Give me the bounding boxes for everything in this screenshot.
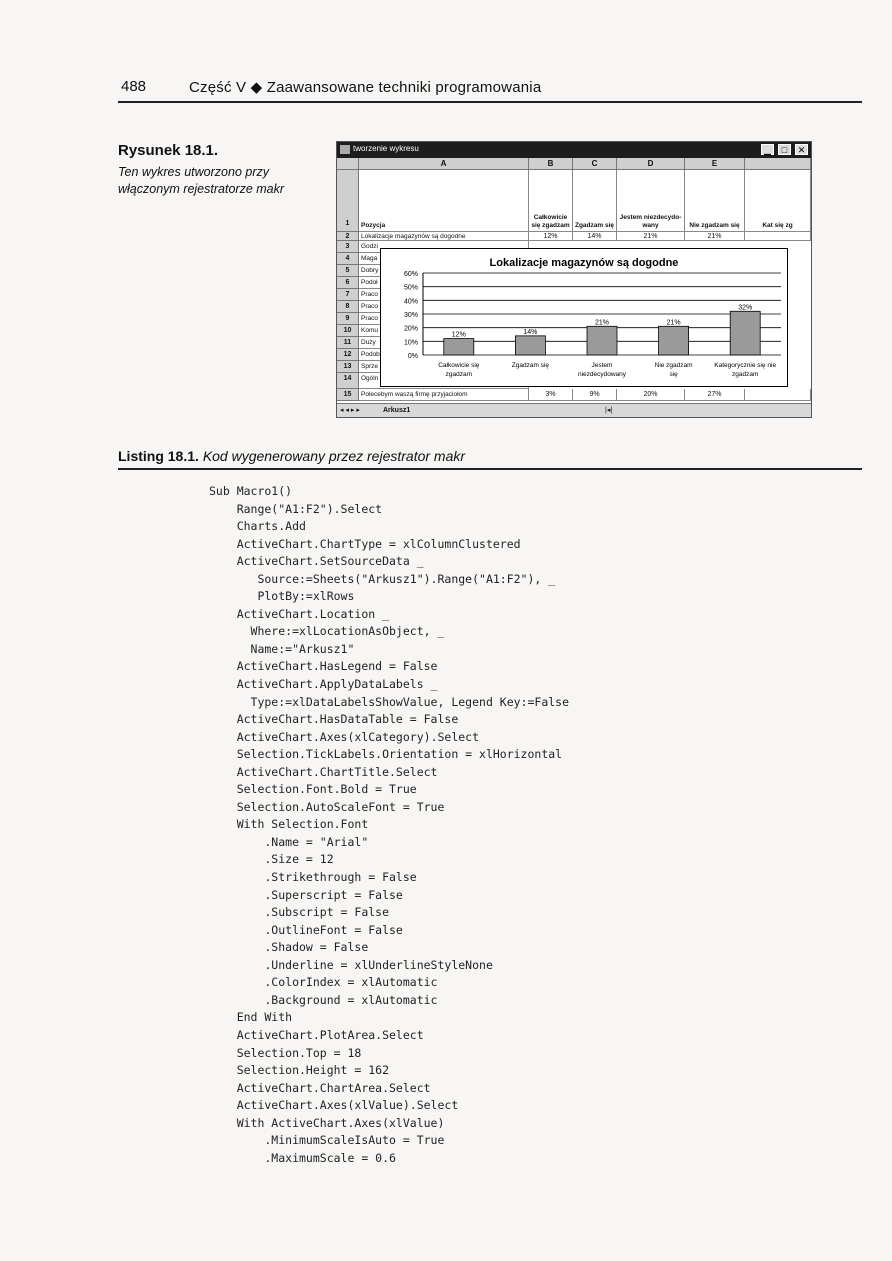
- cell-d1[interactable]: Jestem niezdecydo-wany: [617, 170, 685, 232]
- code-line: ActiveChart.ApplyDataLabels _: [209, 677, 438, 692]
- page-number: 488: [121, 78, 147, 95]
- x-tick-label: Całkowicie się: [438, 362, 480, 369]
- code-line: ActiveChart.HasLegend = False: [209, 659, 438, 674]
- code-line: Selection.Top = 18: [209, 1045, 362, 1060]
- x-tick-label: Jestem: [591, 362, 613, 369]
- close-icon[interactable]: ✕: [795, 144, 808, 155]
- cell-f2[interactable]: [745, 232, 811, 241]
- sheet-nav-arrows-icon[interactable]: ◂ ◂ ▸ ▸: [340, 407, 360, 414]
- code-line: ActiveChart.SetSourceData _: [209, 554, 424, 569]
- cell-a-stub[interactable]: Ogóln: [359, 373, 529, 389]
- cell-a2[interactable]: Lokalizacje magazynów są dogodne: [359, 232, 529, 241]
- code-line: .Shadow = False: [209, 940, 369, 955]
- cell-a-stub[interactable]: Komu: [359, 325, 529, 337]
- cell-a-stub[interactable]: Podoł: [359, 277, 529, 289]
- code-line: ActiveChart.PlotArea.Select: [209, 1027, 424, 1042]
- figure-caption: Ten wykres utworzono przy włączonym rejestratorze makr: [118, 165, 285, 196]
- sheet-tab-bar: [337, 403, 811, 418]
- listing-rule: [118, 468, 862, 470]
- code-line: Selection.AutoScaleFont = True: [209, 799, 445, 814]
- y-tick-label: 60%: [403, 271, 418, 278]
- cell-e2[interactable]: 21%: [685, 232, 745, 241]
- cell-a-stub[interactable]: Praco: [359, 301, 529, 313]
- x-tick-label: Kategorycznie się nie: [714, 362, 777, 369]
- y-tick-label: 40%: [403, 298, 418, 306]
- code-line: Charts.Add: [209, 519, 306, 534]
- chart-bar: [444, 339, 474, 355]
- code-line: ActiveChart.Axes(xlCategory).Select: [209, 729, 480, 744]
- column-header-c[interactable]: C: [573, 158, 617, 170]
- data-label: 14%: [523, 328, 538, 336]
- cell-e1[interactable]: Nie zgadzam się: [685, 170, 745, 232]
- cell-d2[interactable]: 21%: [617, 232, 685, 241]
- code-line: Range("A1:F2").Select: [209, 501, 383, 516]
- cell-a-stub[interactable]: Praco: [359, 289, 529, 301]
- x-tick-label: Nie zgadzam: [654, 362, 693, 369]
- x-tick-label: się: [669, 371, 678, 378]
- code-line: .Size = 12: [209, 852, 334, 867]
- column-header-a[interactable]: A: [359, 158, 529, 170]
- column-header-d[interactable]: D: [617, 158, 685, 170]
- cell-a-stub[interactable]: Duży: [359, 337, 529, 349]
- row-header[interactable]: 15: [337, 389, 359, 401]
- minimize-icon[interactable]: ▁: [761, 144, 774, 155]
- code-line: .OutlineFont = False: [209, 922, 403, 937]
- chart-title: Lokalizacje magazynów są dogodne: [489, 257, 679, 269]
- row-header[interactable]: 13: [337, 361, 359, 373]
- y-tick-label: 10%: [403, 339, 418, 347]
- running-head: Część V ◆ Zaawansowane techniki programowania: [189, 79, 542, 96]
- code-line: ActiveChart.ChartType = xlColumnClustered: [209, 536, 521, 551]
- code-line: .MinimumScaleIsAuto = True: [209, 1133, 445, 1148]
- code-line: Sub Macro1(): [209, 484, 293, 498]
- row-header[interactable]: 14: [337, 373, 359, 389]
- cell-f1[interactable]: Kat się zg: [745, 170, 811, 232]
- x-tick-label: Zgadzam się: [511, 362, 550, 369]
- embedded-chart[interactable]: [380, 248, 788, 387]
- cell-c1[interactable]: Zgadzam się: [573, 170, 617, 232]
- code-line: ActiveChart.Axes(xlValue).Select: [209, 1098, 459, 1113]
- cell-a1[interactable]: Pozycja: [359, 170, 529, 232]
- cell-b15[interactable]: 3%: [529, 389, 573, 401]
- row-header[interactable]: 5: [337, 265, 359, 277]
- row-header[interactable]: 1: [337, 170, 359, 232]
- excel-app-icon: [340, 145, 350, 154]
- column-header-b[interactable]: B: [529, 158, 573, 170]
- code-line: Selection.Height = 162: [209, 1063, 390, 1078]
- horizontal-scrollbar[interactable]: |◂|: [605, 407, 613, 414]
- cell-a-stub[interactable]: Dobry: [359, 265, 529, 277]
- row-header[interactable]: 4: [337, 253, 359, 265]
- row-header[interactable]: 6: [337, 277, 359, 289]
- row-header[interactable]: 12: [337, 349, 359, 361]
- code-line: .Name = "Arial": [209, 834, 369, 849]
- x-tick-label: niezdecydowany: [577, 371, 627, 378]
- data-label: 21%: [594, 319, 610, 327]
- code-line: PlotBy:=xlRows: [209, 589, 355, 604]
- chart-bar: [730, 311, 760, 355]
- cell-c2[interactable]: 14%: [573, 232, 617, 241]
- code-line: End With: [209, 1010, 293, 1025]
- cell-e15[interactable]: 27%: [685, 389, 745, 401]
- data-label: 12%: [451, 331, 466, 339]
- code-line: Source:=Sheets("Arkusz1").Range("A1:F2"), _: [209, 571, 556, 586]
- code-line: ActiveChart.Location _: [209, 606, 390, 621]
- listing-title: Kod wygenerowany przez rejestrator makr: [202, 448, 466, 464]
- code-line: .ColorIndex = xlAutomatic: [209, 975, 438, 990]
- code-line: .Subscript = False: [209, 905, 390, 920]
- code-line: Type:=xlDataLabelsShowValue, Legend Key:=False: [209, 694, 570, 709]
- code-line: With Selection.Font: [209, 817, 369, 832]
- y-tick-label: 0%: [407, 353, 418, 360]
- code-line: Selection.Font.Bold = True: [209, 782, 417, 797]
- column-header-e[interactable]: E: [685, 158, 745, 170]
- y-tick-label: 50%: [403, 284, 418, 292]
- row-header[interactable]: 3: [337, 241, 359, 253]
- select-all-corner[interactable]: [337, 158, 359, 170]
- code-line: .Underline = xlUnderlineStyleNone: [209, 957, 493, 972]
- cell-b1[interactable]: Całkowicie się zgadzam: [529, 170, 573, 232]
- code-line: Selection.TickLabels.Orientation = xlHorizontal: [209, 747, 563, 762]
- row-header[interactable]: 11: [337, 337, 359, 349]
- cell-a-stub[interactable]: Sprze: [359, 361, 529, 373]
- code-line: ActiveChart.ChartTitle.Select: [209, 764, 438, 779]
- chart-bar: [515, 336, 545, 355]
- code-line: Name:="Arkusz1": [209, 641, 355, 656]
- code-line: .Strikethrough = False: [209, 870, 417, 885]
- x-tick-label: zgadzam: [445, 371, 472, 378]
- code-line: Where:=xlLocationAsObject, _: [209, 624, 445, 639]
- row-header[interactable]: 10: [337, 325, 359, 337]
- row-header[interactable]: 8: [337, 301, 359, 313]
- cell-b2[interactable]: 12%: [529, 232, 573, 241]
- x-tick-label: zgadzam: [732, 371, 759, 378]
- cell-a-stub[interactable]: Praco: [359, 313, 529, 325]
- cell-a-stub[interactable]: Maga: [359, 253, 529, 265]
- code-line: ActiveChart.ChartArea.Select: [209, 1080, 431, 1095]
- y-tick-label: 20%: [403, 325, 418, 333]
- code-listing: [209, 483, 569, 1167]
- code-line: .Superscript = False: [209, 887, 403, 902]
- chart-bar: [587, 326, 617, 355]
- code-line: .Background = xlAutomatic: [209, 992, 438, 1007]
- cell-c15[interactable]: 9%: [573, 389, 617, 401]
- excel-window-title: tworzenie wykresu: [353, 144, 419, 153]
- listing-label: Listing 18.1.: [118, 448, 199, 464]
- cell-f15[interactable]: [745, 389, 811, 401]
- chart-svg: [381, 249, 787, 386]
- code-line: With ActiveChart.Axes(xlValue): [209, 1115, 445, 1130]
- row-header[interactable]: 7: [337, 289, 359, 301]
- cell-d15[interactable]: 20%: [617, 389, 685, 401]
- row-header[interactable]: 9: [337, 313, 359, 325]
- figure-label: Rysunek 18.1.: [118, 142, 219, 159]
- data-label: 21%: [666, 319, 681, 327]
- sheet-tab[interactable]: Arkusz1: [383, 407, 411, 414]
- chart-bar: [659, 326, 689, 355]
- excel-titlebar: [337, 142, 811, 158]
- cell-a-stub[interactable]: Podob: [359, 349, 529, 361]
- row-header[interactable]: 2: [337, 232, 359, 241]
- code-line: .MaximumScale = 0.6: [209, 1150, 396, 1165]
- cell-a15[interactable]: Polecebym waszą firmę przyjaciołom: [359, 389, 529, 401]
- column-header-f[interactable]: [745, 158, 811, 170]
- code-line: ActiveChart.HasDataTable = False: [209, 712, 459, 727]
- data-label: 32%: [738, 304, 753, 312]
- listing-caption: [118, 448, 465, 464]
- maximize-icon[interactable]: □: [778, 144, 791, 155]
- cell-a-stub[interactable]: Godzi: [359, 241, 529, 253]
- header-rule: [118, 101, 862, 103]
- y-tick-label: 30%: [403, 312, 418, 319]
